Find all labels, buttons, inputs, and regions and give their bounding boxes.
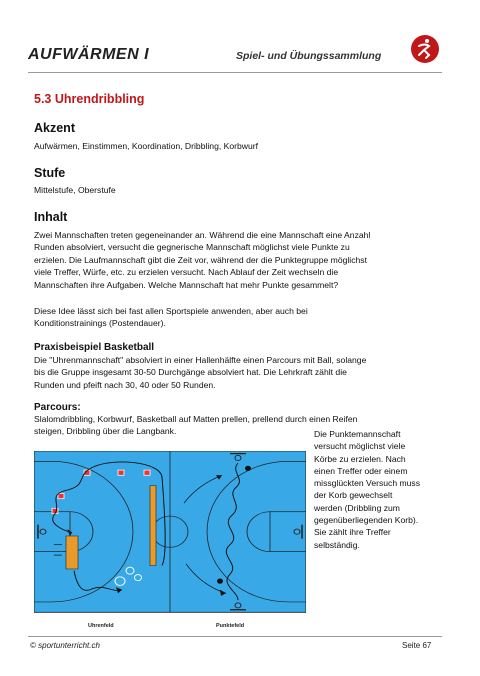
sportunterricht-logo-icon [410, 34, 440, 64]
stufe-heading: Stufe [34, 166, 66, 180]
akzent-heading: Akzent [34, 121, 75, 135]
page-number: Seite 67 [402, 641, 432, 650]
text-line: Die "Uhrenmannschaft" absolviert in einer Hallenhälfte einen Parcours mit Ball, solange [34, 355, 367, 365]
text-line: Zwei Mannschaften treten gegeneinander an. Während die eine Mannschaft eine Anzahl [34, 230, 371, 240]
text-line: Konditionstrainings (Postendauer). [34, 318, 166, 329]
text-line: werden (Dribbling zum [314, 502, 400, 513]
text-line: Runden und pfeift nach 30, 40 oder 50 Runden. [34, 379, 216, 390]
text-line: Diese Idee lässt sich bei fast allen Sportspiele anwenden, aber auch bei [34, 306, 308, 316]
footer-divider [28, 636, 442, 637]
text-line: selbständig. [314, 539, 360, 550]
text-line: Slalomdribbling, Korbwurf, Basketball auf Matten prellen, prellend durch einen Reifen [34, 414, 358, 424]
inhalt-heading: Inhalt [34, 210, 68, 224]
text-line: bis die Gruppe insgesamt 30-50 Durchgänge absolviert hat. Die Lehrkraft zählt die [34, 367, 347, 378]
footer-copyright: © sportunterricht.ch [30, 641, 100, 650]
inhalt-paragraph [34, 229, 446, 291]
text-line: der Korb gewechselt [314, 490, 393, 501]
basketball-court-diagram [34, 451, 306, 621]
section-title: 5.3 Uhrendribbling [34, 92, 145, 106]
text-line: missglückten Versuch muss [314, 478, 421, 489]
court-label-uhrenfeld: Uhrenfeld [88, 623, 114, 629]
text-line: gegenüberliegenden Korb). [314, 515, 419, 526]
text-line: Sie zählt ihre Treffer [314, 527, 391, 538]
header-divider [28, 72, 442, 73]
text-line: viele Treffer, Würfe, etc. zu erzielen versucht. Nach Ablauf der Zeit wechseln die [34, 267, 339, 278]
side-description [314, 428, 446, 551]
praxis-paragraph [34, 354, 446, 391]
akzent-text: Aufwärmen, Einstimmen, Koordination, Dribbling, Korbwurf [34, 141, 259, 151]
text-line: Die Punktemannschaft [314, 429, 401, 439]
text-line: versucht möglichst viele [314, 441, 406, 452]
inhalt-paragraph-2 [34, 305, 446, 330]
parcours-heading: Parcours: [34, 402, 81, 413]
text-line: Mannschaften ihre Aufgaben. Welche Mannschaft hat mehr Punkte gesammelt? [34, 279, 339, 290]
text-line: erzielen. Die Laufmannschaft gibt die Zeit vor, während der die Punktegruppe möglichst [34, 254, 367, 265]
page-header [28, 30, 454, 70]
text-line: Runden absolviert, versucht die gegnerische Mannschaft möglichst viele Punkte zu [34, 242, 350, 253]
text-line: einen Treffer oder einem [314, 465, 408, 476]
text-line: Körbe zu erzielen. Nach [314, 453, 406, 464]
header-subtitle: Spiel- und Übungssammlung [236, 50, 382, 62]
header-title: AUFWÄRMEN I [28, 46, 150, 63]
stufe-text: Mittelstufe, Oberstufe [34, 185, 116, 195]
court-label-punktefeld: Punktefeld [216, 623, 245, 629]
text-line: steigen, Dribbling über die Langbank. [34, 426, 177, 437]
praxis-heading: Praxisbeispiel Basketball [34, 342, 155, 353]
